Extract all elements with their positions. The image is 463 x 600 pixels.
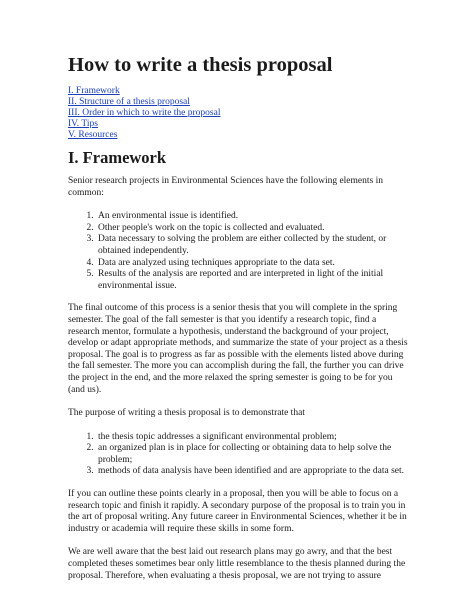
list-item: 1. the thesis topic addresses a significant environmental problem; bbox=[96, 432, 408, 444]
list-item: 3. Data necessary to solving the problem are either collected by the student, or obtained independently. bbox=[96, 234, 408, 257]
toc-item bbox=[68, 97, 220, 108]
toc-item bbox=[68, 108, 220, 119]
toc-link-tips[interactable]: IV. Tips bbox=[68, 119, 98, 129]
toc-link-resources[interactable]: V. Resources bbox=[68, 130, 118, 140]
list-item: 1. An environmental issue is identified. bbox=[96, 211, 408, 223]
table-of-contents bbox=[68, 86, 220, 141]
toc-link-structure[interactable]: II. Structure of a thesis proposal bbox=[68, 97, 190, 107]
elements-list bbox=[68, 211, 408, 292]
list-item: 3. methods of data analysis have been identified and are appropriate to the data set. bbox=[96, 466, 408, 478]
toc-item bbox=[68, 86, 220, 97]
list-item: 2. an organized plan is in place for collecting or obtaining data to help solve the problem; bbox=[96, 443, 408, 466]
toc-item bbox=[68, 119, 220, 130]
purpose-intro-paragraph: The purpose of writing a thesis proposal is to demonstrate that bbox=[68, 408, 305, 419]
section-body bbox=[68, 176, 408, 594]
closing-paragraph: We are well aware that the best laid out research plans may go awry, and that the best completed theses sometimes bear only little resemblance to the thesis planned during the proposal. Therefore, when evaluating a thesis proposal, we are not trying to assure bbox=[68, 547, 406, 581]
intro-paragraph: Senior research projects in Environmental Sciences have the following elements in common: bbox=[68, 176, 383, 198]
toc-link-framework[interactable]: I. Framework bbox=[68, 86, 120, 96]
toc-item bbox=[68, 130, 220, 141]
section-heading: I. Framework bbox=[68, 148, 167, 167]
list-item: 5. Results of the analysis are reported and are interpreted in light of the initial environmental issue. bbox=[96, 269, 408, 292]
page-title: How to write a thesis proposal bbox=[68, 54, 333, 76]
list-item: 4. Data are analyzed using techniques appropriate to the data set. bbox=[96, 258, 408, 270]
toc-link-order[interactable]: III. Order in which to write the proposal bbox=[68, 108, 221, 118]
outline-paragraph: If you can outline these points clearly in a proposal, then you will be able to focus on a research topic and finish it rapidly. A secondary purpose of the proposal is to train you in the art of proposal writing. Any future career in Environmental Sciences, whether it be in industry or academia will require these skills in some form. bbox=[68, 489, 407, 534]
purpose-list bbox=[68, 432, 408, 478]
list-item: 2. Other people's work on the topic is collected and evaluated. bbox=[96, 223, 408, 235]
final-outcome-paragraph: The final outcome of this process is a senior thesis that you will complete in the spring semester. The goal of the fall semester is that you identify a research topic, find a research mentor, formulate a hypothesis, understand the background of your project, develop or adapt appropriate methods, and summarize the state of your project as a thesis proposal. The goal is to progress as far as possible with the elements listed above during the fall semester. The more you can accomplish during the fall, the further you can drive the project in the end, and the more relaxed the spring semester is going to be for you (and us). bbox=[68, 303, 408, 395]
